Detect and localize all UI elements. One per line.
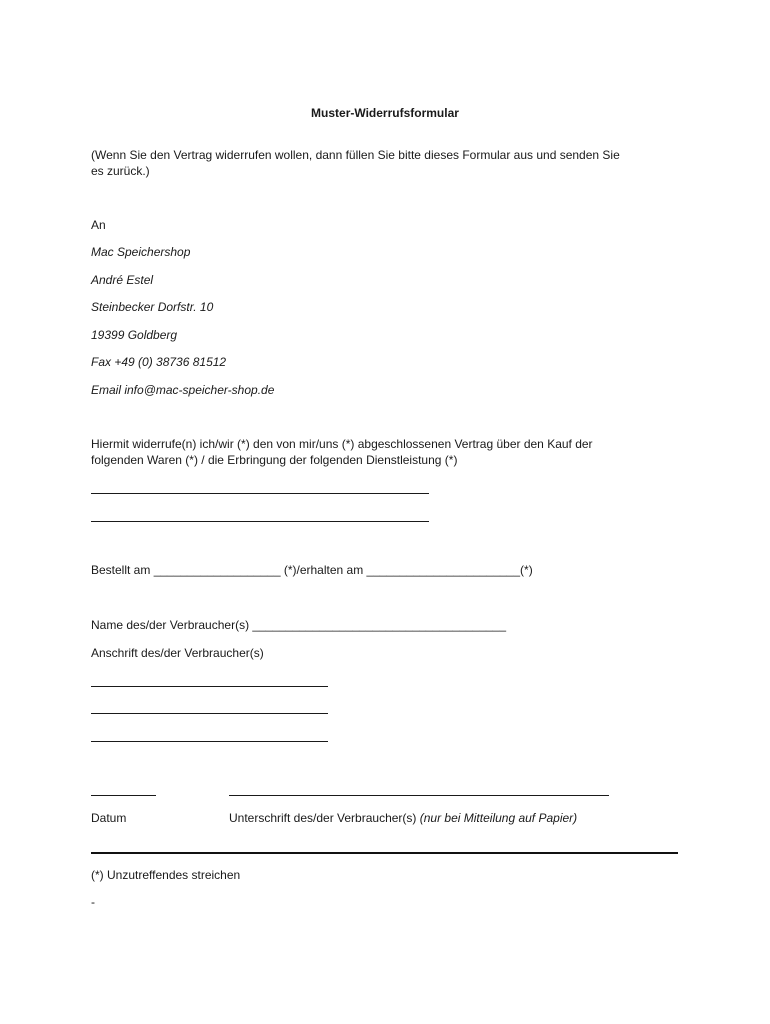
signature-label-group xyxy=(229,811,577,826)
address-entry-line-2[interactable] xyxy=(91,713,328,714)
signature-entry-line[interactable] xyxy=(229,795,609,796)
recipient-city: 19399 Goldberg xyxy=(91,328,178,342)
order-dates-field[interactable]: Bestellt am ___________________ (*)/erhalten am _______________________(*) xyxy=(91,563,533,577)
goods-entry-line-2[interactable] xyxy=(91,521,429,522)
intro-text-line-1: (Wenn Sie den Vertrag widerrufen wollen, dann füllen Sie bitte dieses Formular aus und senden Sie xyxy=(91,148,620,162)
recipient-name: André Estel xyxy=(91,273,154,287)
recipient-company: Mac Speichershop xyxy=(91,245,191,259)
consumer-name-field[interactable]: Name des/der Verbraucher(s) ______________________________________ xyxy=(91,618,507,632)
recipient-fax: Fax +49 (0) 38736 81512 xyxy=(91,355,227,369)
signature-note: (nur bei Mitteilung auf Papier) xyxy=(419,811,578,825)
trailing-mark: - xyxy=(91,895,95,909)
footnote-separator xyxy=(91,852,678,854)
date-entry-line[interactable] xyxy=(91,795,156,796)
recipient-label: An xyxy=(91,218,106,232)
recipient-street: Steinbecker Dorfstr. 10 xyxy=(91,300,214,314)
consumer-address-label: Anschrift des/der Verbraucher(s) xyxy=(91,646,264,660)
address-entry-line-1[interactable] xyxy=(91,686,328,687)
declaration-line-2: folgenden Waren (*) / die Erbringung der folgenden Dienstleistung (*) xyxy=(91,453,458,467)
date-label: Datum xyxy=(91,811,127,825)
page-title: Muster-Widerrufsformular xyxy=(311,106,459,120)
intro-text-line-2: es zurück.) xyxy=(91,164,150,178)
goods-entry-line-1[interactable] xyxy=(91,493,429,494)
recipient-email: Email info@mac-speicher-shop.de xyxy=(91,383,275,397)
address-entry-line-3[interactable] xyxy=(91,741,328,742)
footnote: (*) Unzutreffendes streichen xyxy=(91,868,241,882)
declaration-line-1: Hiermit widerrufe(n) ich/wir (*) den von mir/uns (*) abgeschlossenen Vertrag über den Kauf der xyxy=(91,437,593,451)
signature-label: Unterschrift des/der Verbraucher(s) xyxy=(229,811,417,825)
